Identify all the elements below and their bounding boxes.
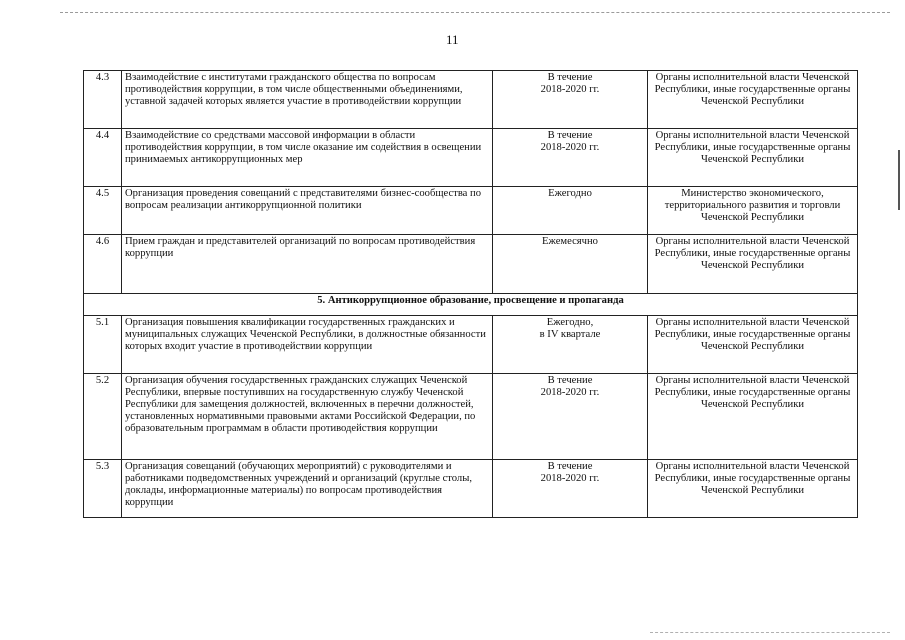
measure-term: Ежемесячно: [493, 235, 648, 294]
scan-artifact-right-edge: [898, 150, 900, 210]
measure-text: Организация совещаний (обучающих мероприятий) с руководителями и работниками подведомственных учреждений и организаций (круглые столы, доклады, информационные материалы) по вопросам противодействия коррупции: [122, 460, 493, 518]
table-row: [84, 374, 858, 460]
measure-responsible: Органы исполнительной власти Чеченской Республики, иные государственные органы Чеченской Республики: [648, 374, 858, 460]
table-row: [84, 235, 858, 294]
measure-term: В течение 2018-2020 гг.: [493, 460, 648, 518]
row-number: 5.3: [84, 460, 122, 518]
measure-text: Взаимодействие со средствами массовой информации в области противодействия коррупции, в том числе оказание им содействия в освещении принимаемых антикоррупционных мер: [122, 129, 493, 187]
row-number: 5.2: [84, 374, 122, 460]
measure-text: Организация проведения совещаний с представителями бизнес-сообщества по вопросам реализации антикоррупционной политики: [122, 187, 493, 235]
measure-text: Прием граждан и представителей организаций по вопросам противодействия коррупции: [122, 235, 493, 294]
measure-term: В течение 2018-2020 гг.: [493, 374, 648, 460]
row-number: 4.6: [84, 235, 122, 294]
page-number: 11: [446, 32, 459, 47]
measure-term: Ежегодно: [493, 187, 648, 235]
measure-term: Ежегодно, в IV квартале: [493, 316, 648, 374]
row-number: 4.3: [84, 71, 122, 129]
section-header-row: [84, 294, 858, 316]
measure-responsible: Органы исполнительной власти Чеченской Республики, иные государственные органы Чеченской Республики: [648, 235, 858, 294]
measure-responsible: Органы исполнительной власти Чеченской Республики, иные государственные органы Чеченской Республики: [648, 316, 858, 374]
table-row: [84, 71, 858, 129]
measure-text: Организация повышения квалификации государственных гражданских и муниципальных служащих Чеченской Республики, в должностные обязанности которых входит участие в противодействии коррупции: [122, 316, 493, 374]
table-row: [84, 460, 858, 518]
table-row: [84, 129, 858, 187]
measure-responsible: Органы исполнительной власти Чеченской Республики, иные государственные органы Чеченской Республики: [648, 129, 858, 187]
table-row: [84, 316, 858, 374]
measure-responsible: Министерство экономического, территориального развития и торговли Чеченской Республики: [648, 187, 858, 235]
row-number: 4.4: [84, 129, 122, 187]
measure-text: Взаимодействие с институтами гражданского общества по вопросам противодействия коррупции, в том числе общественными объединениями, уставной задачей которых является участие в противодействии коррупции: [122, 71, 493, 129]
scan-artifact-top: [60, 12, 890, 13]
row-number: 4.5: [84, 187, 122, 235]
section-title: 5. Антикоррупционное образование, просвещение и пропаганда: [84, 294, 858, 316]
measures-table: [83, 70, 858, 518]
row-number: 5.1: [84, 316, 122, 374]
measure-term: В течение 2018-2020 гг.: [493, 129, 648, 187]
measure-responsible: Органы исполнительной власти Чеченской Республики, иные государственные органы Чеченской Республики: [648, 71, 858, 129]
scan-artifact-bottom: [650, 632, 890, 633]
measure-text: Организация обучения государственных гражданских служащих Чеченской Республики, впервые поступивших на государственную службу Чеченской Республики для замещения должностей, включенных в перечни должностей, установленных нормативными правовыми актами Российской Федерации, по образовательным программам в области противодействия коррупции: [122, 374, 493, 460]
measure-term: В течение 2018-2020 гг.: [493, 71, 648, 129]
measure-responsible: Органы исполнительной власти Чеченской Республики, иные государственные органы Чеченской Республики: [648, 460, 858, 518]
table-row: [84, 187, 858, 235]
